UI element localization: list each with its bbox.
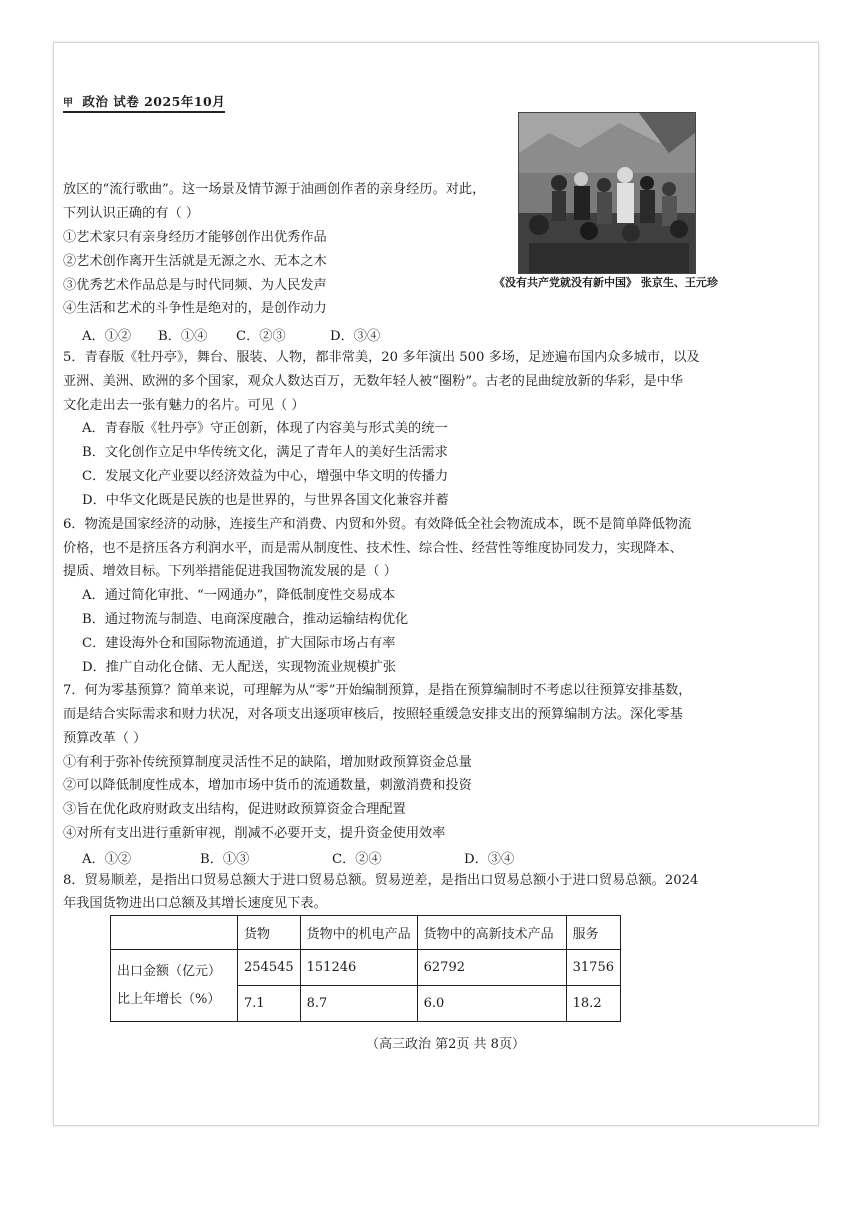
table-cell: 254545 <box>238 950 301 986</box>
q4-option-a: A．①② <box>82 329 132 344</box>
q6-option-c: C．建设海外仓和国际物流通道，扩大国际市场占有率 <box>82 636 396 651</box>
q5-option-d: D．中华文化既是民族的也是世界的，与世界各国文化兼容并蓄 <box>82 493 449 508</box>
table-row <box>111 950 621 986</box>
table-cell: 6.0 <box>417 986 566 1022</box>
q7-statement-3: ③旨在优化政府财政支出结构，促进财政预算资金合理配置 <box>63 802 406 817</box>
q4-statement-3: ③优秀艺术作品总是与时代同频、为人民发声 <box>63 278 327 293</box>
q5-option-c: C．发展文化产业要以经济效益为中心，增强中华文明的传播力 <box>82 469 449 484</box>
table-cell: 7.1 <box>238 986 301 1022</box>
q7-option-c: C．②④ <box>332 852 382 867</box>
q7-line-2: 而是结合实际需求和财力状况，对各项支出逐项审核后，按照轻重缓急安排支出的预算编制方法。深化零基 <box>63 707 683 722</box>
table-header-cell <box>111 916 238 950</box>
q7-line-3: 预算改革（ ） <box>63 731 147 746</box>
trade-table <box>110 915 621 1022</box>
table-cell: 62792 <box>417 950 566 986</box>
table-row-label-cell <box>111 950 238 1022</box>
q5-line-2: 亚洲、美洲、欧洲的多个国家，观众人数达百万，无数年轻人被“圈粉”。古老的昆曲绽放新的华彩，是中华 <box>63 374 684 389</box>
header-mark: 甲 <box>63 98 74 109</box>
q6-option-a: A．通过简化审批、“一网通办”，降低制度性交易成本 <box>82 588 396 603</box>
page-footer: （高三政治 第2页 共 8页） <box>366 1037 525 1052</box>
q7-line-1: 7．何为零基预算？简单来说，可理解为从“零”开始编制预算，是指在预算编制时不考虑以往预算安排基数， <box>63 683 692 698</box>
q4-statement-2: ②艺术创作离开生活就是无源之水、无本之木 <box>63 254 327 269</box>
q4-option-c: C．②③ <box>236 329 286 344</box>
q4-line-2: 下列认识正确的有（ ） <box>63 206 200 221</box>
q7-option-d: D．③④ <box>464 852 515 867</box>
table-cell: 151246 <box>300 950 417 986</box>
table-cell: 18.2 <box>566 986 620 1022</box>
table-header-cell: 服务 <box>566 916 620 950</box>
q7-option-b: B．①③ <box>200 852 250 867</box>
table-cell: 31756 <box>566 950 620 986</box>
q6-option-b: B．通过物流与制造、电商深度融合，推动运输结构优化 <box>82 612 409 627</box>
painting-illustration <box>519 113 695 273</box>
q6-line-3: 提质、增效目标。下列举措能促进我国物流发展的是（ ） <box>63 564 397 579</box>
q6-option-d: D．推广自动化仓储、无人配送，实现物流业规模扩张 <box>82 660 396 675</box>
q8-line-2: 年我国货物进出口总额及其增长速度见下表。 <box>63 896 327 911</box>
table-header-row <box>111 916 621 950</box>
q5-line-3: 文化走出去一张有魅力的名片。可见（ ） <box>63 398 305 413</box>
table-cell: 8.7 <box>300 986 417 1022</box>
q7-statement-1: ①有利于弥补传统预算制度灵活性不足的缺陷，增加财政预算资金总量 <box>63 755 472 770</box>
q5-option-a: A．青春版《牡丹亭》守正创新，体现了内容美与形式美的统一 <box>82 421 448 436</box>
q4-option-b: B．①④ <box>158 329 208 344</box>
row-label-growth: 比上年增长（%） <box>117 991 221 1007</box>
q6-line-2: 价格，也不是挤压各方利润水平，而是需从制度性、技术性、综合性、经营性等维度协同发力，实现降本、 <box>63 541 683 556</box>
table-header-cell: 货物 <box>238 916 301 950</box>
header-title: 政治 试卷 2025年10月 <box>82 94 226 109</box>
q4-line-1: 放区的“流行歌曲”。这一场景及情节源于油画创作者的亲身经历。对此， <box>63 182 486 197</box>
q4-statement-4: ④生活和艺术的斗争性是绝对的，是创作动力 <box>63 301 327 316</box>
q7-statement-2: ②可以降低制度性成本，增加市场中货币的流通数量，刺激消费和投资 <box>63 778 472 793</box>
painting-caption: 《没有共产党就没有新中国》 张京生、王元珍 <box>494 276 718 289</box>
q5-option-b: B．文化创作立足中华传统文化，满足了青年人的美好生活需求 <box>82 445 448 460</box>
q5-line-1: 5．青春版《牡丹亭》，舞台、服装、人物，都非常美，20 多年演出 500 多场，足迹遍布国内众多城市，以及 <box>63 350 700 365</box>
table-header-cell: 货物中的高新技术产品 <box>417 916 566 950</box>
q8-line-1: 8．贸易顺差，是指出口贸易总额大于进口贸易总额。贸易逆差，是指出口贸易总额小于进口贸易总额。2024 <box>63 873 699 888</box>
q4-statement-1: ①艺术家只有亲身经历才能够创作出优秀作品 <box>63 230 327 245</box>
painting-image <box>518 112 696 274</box>
row-label-amount: 出口金额（亿元） <box>117 963 222 979</box>
table-header-cell: 货物中的机电产品 <box>300 916 417 950</box>
q4-option-d: D．③④ <box>330 329 381 344</box>
q6-line-1: 6．物流是国家经济的动脉，连接生产和消费、内贸和外贸。有效降低全社会物流成本，既不是简单降低物流 <box>63 517 692 532</box>
q7-statement-4: ④对所有支出进行重新审视，削减不必要开支，提升资金使用效率 <box>63 826 446 841</box>
page-header <box>63 92 225 113</box>
q7-option-a: A．①② <box>82 852 132 867</box>
